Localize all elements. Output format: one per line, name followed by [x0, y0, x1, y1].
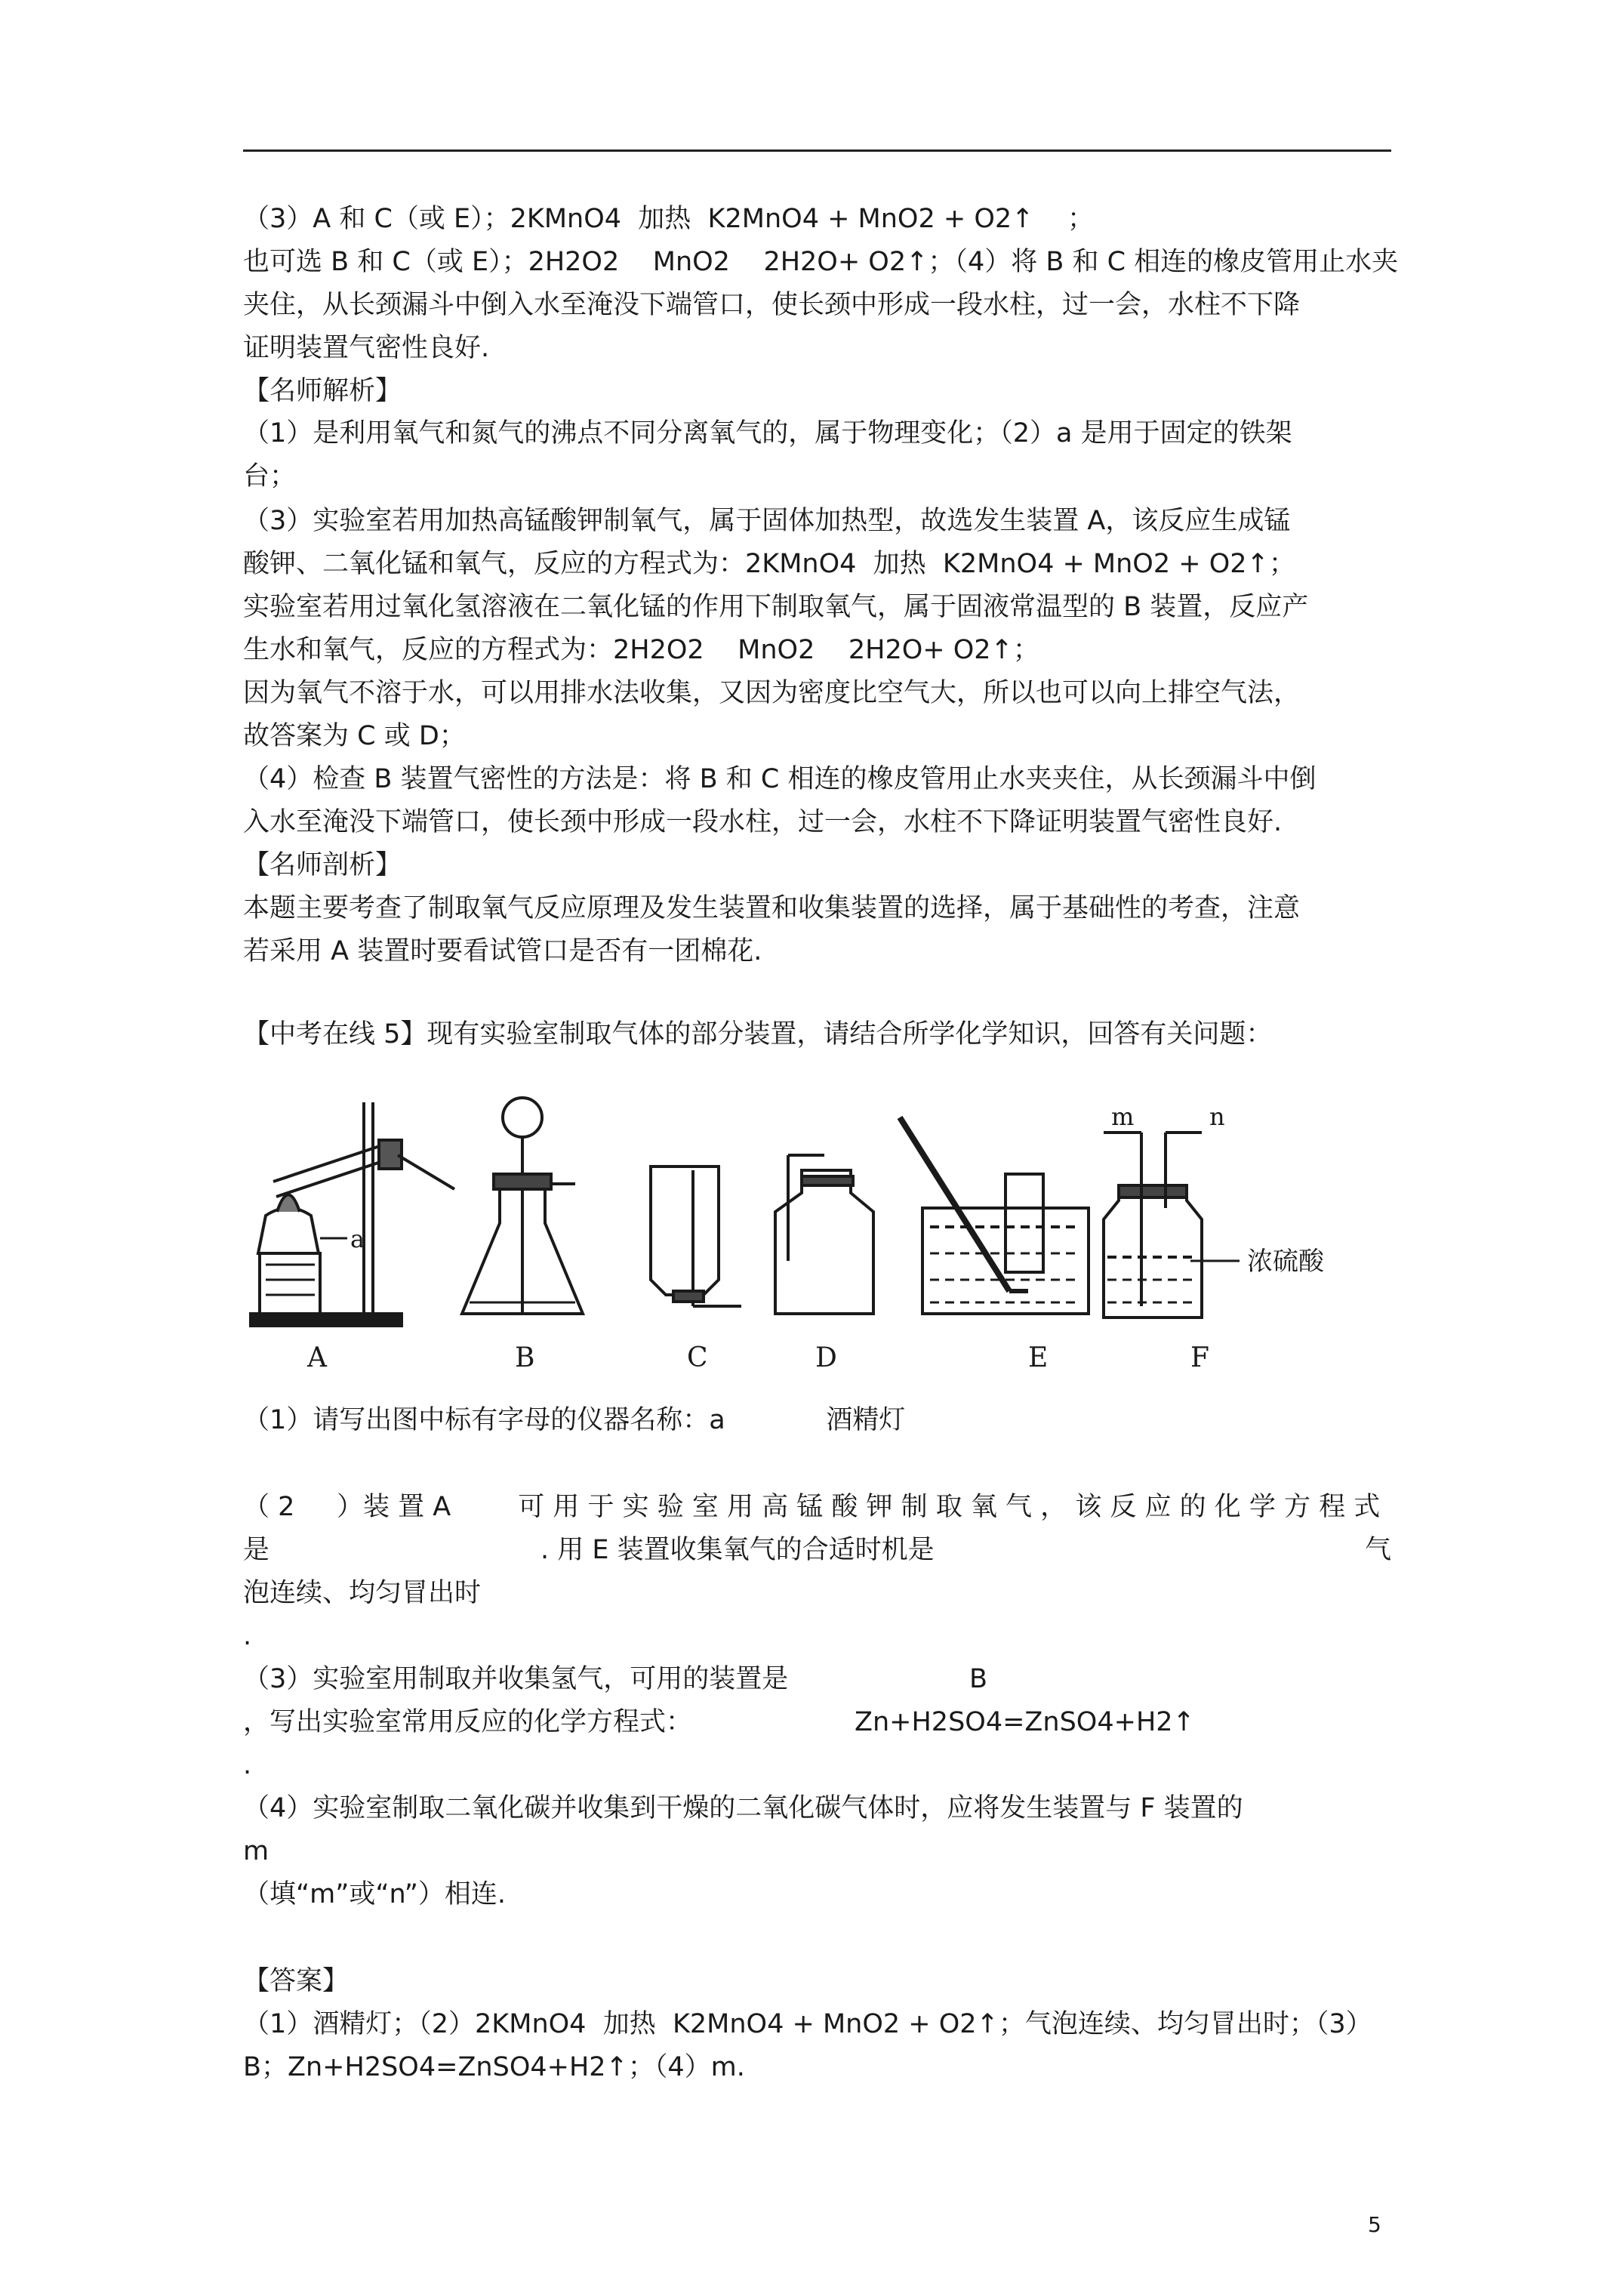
text-line: （填“m”或“n”）相连.: [243, 1879, 507, 1909]
text-line: ，写出实验室常用反应的化学方程式：: [243, 1707, 693, 1737]
text-line: 也可选 B 和 C（或 E）；2H2O2 MnO2 2H2O+ O2↑；（4）将 B 和 C 相连的橡皮管用止水夹: [243, 247, 1399, 277]
figure-mark-a: a: [350, 1225, 365, 1253]
figure-label-c: C: [687, 1342, 708, 1373]
figure-label-a: A: [307, 1342, 327, 1373]
section-heading: 【名师剖析】: [243, 850, 402, 880]
figure-mark-m: m: [1111, 1102, 1135, 1131]
text-line: （4）实验室制取二氧化碳并收集到干燥的二氧化碳气体时，应将发生装置与 F 装置的: [243, 1793, 1243, 1823]
text-line: 是: [243, 1535, 270, 1565]
text-line: 因为氧气不溶于水，可以用排水法收集，又因为密度比空气大，所以也可以向上排空气法，: [243, 678, 1301, 708]
answer-text: B: [969, 1664, 988, 1694]
text-line: 故答案为 C 或 D；: [243, 721, 466, 751]
text-line: 酸钾、二氧化锰和氧气，反应的方程式为：2KMnO4 加热 K2MnO4 + MnO2 + O2↑；: [243, 549, 1295, 579]
text-line: 夹住，从长颈漏斗中倒入水至淹没下端管口，使长颈中形成一段水柱，过一会，水柱不下降: [243, 290, 1301, 320]
figure-label-b: B: [515, 1342, 535, 1373]
apparatus-b: [462, 1098, 583, 1314]
text-line: 入水至淹没下端管口，使长颈中形成一段水柱，过一会，水柱不下降证明装置气密性良好.: [243, 807, 1283, 837]
header-rule: [243, 149, 1391, 152]
page-number: 5: [1368, 2212, 1381, 2237]
text-line: 气: [1365, 1535, 1392, 1565]
apparatus-d: [775, 1155, 873, 1314]
text-line: .: [243, 1621, 252, 1651]
answer-text: Zn+H2SO4=ZnSO4+H2↑: [855, 1707, 1195, 1737]
text-line: B；Zn+H2SO4=ZnSO4+H2↑；（4）m.: [243, 2052, 745, 2082]
question-heading: 【中考在线 5】现有实验室制取气体的部分装置，请结合所学化学知识，回答有关问题：: [243, 1019, 1273, 1049]
text-line: （3）实验室用制取并收集氢气，可用的装置是: [243, 1664, 789, 1694]
text-line: （1）请写出图中标有字母的仪器名称：a 酒精灯: [243, 1405, 906, 1435]
text-line: 本题主要考查了制取氧气反应原理及发生装置和收集装置的选择，属于基础性的考查，注意: [243, 893, 1301, 923]
apparatus-figure: [243, 1087, 1406, 1382]
text-line: 若采用 A 装置时要看试管口是否有一团棉花.: [243, 936, 762, 966]
text-line: 泡连续、均匀冒出时: [243, 1578, 482, 1608]
apparatus-c: [651, 1166, 741, 1306]
text-line: （1）酒精灯；（2）2KMnO4 加热 K2MnO4 + MnO2 + O2↑；气泡连续、均匀冒出时；（3）: [243, 2009, 1372, 2039]
text-line: 实验室若用过氧化氢溶液在二氧化锰的作用下制取氧气，属于固液常温型的 B 装置，反应产: [243, 592, 1309, 622]
text-line: （3）A 和 C（或 E）；2KMnO4 加热 K2MnO4 + MnO2 + O2↑ ；: [243, 204, 1094, 234]
text-line: .: [243, 1750, 252, 1780]
figure-label-d: D: [815, 1342, 837, 1373]
text-line: （ 2 ）装 置 A 可 用 于 实 验 室 用 高 锰 酸 钾 制 取 氧 气 ， 该 反 应 的 化 学 方 程 式: [243, 1492, 1381, 1522]
apparatus-f: [1104, 1133, 1240, 1318]
figure-mark-n: n: [1209, 1102, 1225, 1131]
text-line: （4）检查 B 装置气密性的方法是：将 B 和 C 相连的橡皮管用止水夹夹住，从长颈漏斗中倒: [243, 764, 1317, 794]
figure-label-acid: 浓硫酸: [1247, 1247, 1324, 1277]
text-line: 生水和氧气，反应的方程式为：2H2O2 MnO2 2H2O+ O2↑；: [243, 635, 1039, 665]
apparatus-e: [900, 1117, 1089, 1314]
text-line: 证明装置气密性良好.: [243, 333, 490, 363]
figure-label-f: F: [1190, 1342, 1209, 1373]
text-line: （1）是利用氧气和氮气的沸点不同分离氧气的，属于物理变化；（2）a 是用于固定的铁架: [243, 418, 1292, 448]
section-heading: 【名师解析】: [243, 376, 402, 406]
section-heading: 【答案】: [243, 1966, 350, 1996]
text-line: 台；: [243, 461, 297, 492]
figure-label-e: E: [1028, 1342, 1049, 1373]
answer-text: m: [243, 1836, 269, 1866]
apparatus-a: [251, 1102, 454, 1326]
text-line: （3）实验室若用加热高锰酸钾制氧气，属于固体加热型，故选发生装置 A，该反应生成锰: [243, 506, 1291, 536]
text-line: . 用 E 装置收集氧气的合适时机是: [540, 1535, 935, 1565]
